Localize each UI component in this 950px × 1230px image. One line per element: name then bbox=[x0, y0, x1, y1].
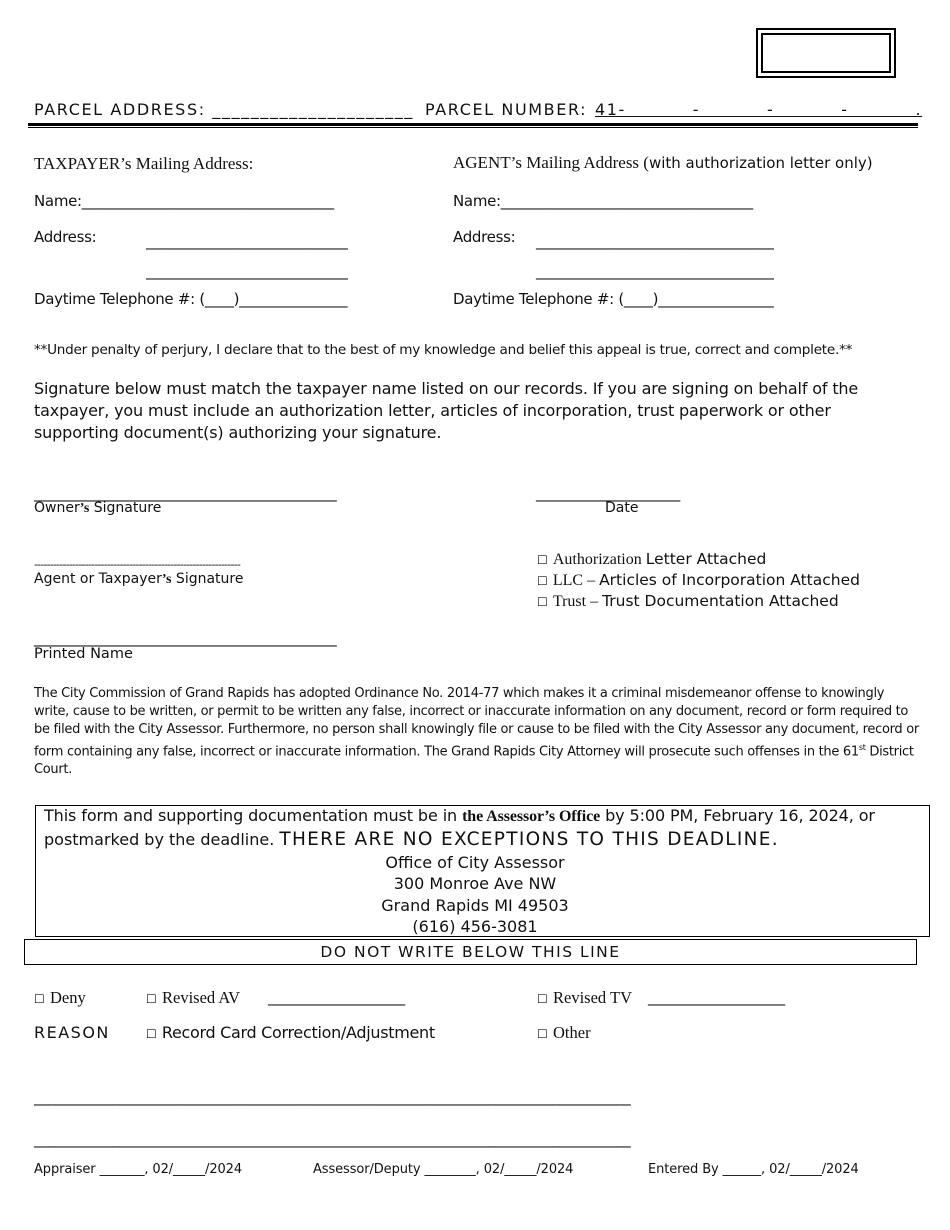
revised-av-checkbox-row[interactable] bbox=[146, 988, 240, 1008]
taxpayer-address-line-1[interactable]: ____________________________ bbox=[146, 232, 348, 250]
entered-by-field[interactable]: Entered By ______, 02/_____/2024 bbox=[648, 1162, 859, 1177]
llc-articles-checkbox-row[interactable] bbox=[537, 570, 860, 590]
agent-address-line-1[interactable]: _________________________________ bbox=[536, 232, 774, 250]
authorization-letter-checkbox-row[interactable] bbox=[537, 549, 766, 569]
parcel-number-field[interactable]: 41- - - - . bbox=[595, 100, 923, 119]
office-name: Office of City Assessor bbox=[385, 853, 565, 872]
ordinance-notice bbox=[34, 685, 919, 779]
other-checkbox-row[interactable] bbox=[537, 1023, 591, 1043]
do-not-write-label: DO NOT WRITE BELOW THIS LINE bbox=[320, 943, 621, 961]
trust-documentation-checkbox-row[interactable] bbox=[537, 591, 839, 611]
agent-address-line-2[interactable]: _________________________________ bbox=[536, 262, 774, 280]
trust-label-serif: Trust – bbox=[552, 593, 603, 610]
printed-name-line[interactable]: __________________________________________ bbox=[34, 629, 337, 647]
date-line[interactable]: ____________________ bbox=[536, 484, 681, 502]
owner-signature-label bbox=[34, 500, 161, 517]
checkbox-icon[interactable]: ☐ bbox=[537, 574, 548, 588]
record-card-checkbox-row[interactable] bbox=[146, 1023, 435, 1042]
ordinance-text: The City Commission of Grand Rapids has adopted Ordinance No. 2014-77 which makes it a criminal misdemeanor offense to knowingly write, cause to be written, or permit to be written any false, incorrect or inaccurate information on any document, record or form required to be filed with the City Assessor. Furthermore, no person shall knowingly file or cause to be filed with the City Assessor any document, record or form containing any false, incorrect or inaccurate information. The Grand Rapids City Attorney will prosecute such offenses in the 61 bbox=[34, 686, 919, 760]
owner-label-signature: Signature bbox=[89, 500, 162, 516]
office-city: Grand Rapids MI 49503 bbox=[381, 896, 569, 915]
perjury-statement: **Under penalty of perjury, I declare that to the best of my knowledge and belief this appeal is true, correct and complete.** bbox=[34, 342, 853, 358]
header-divider-thick bbox=[28, 123, 918, 126]
ordinance-superscript: st bbox=[858, 743, 866, 752]
agent-address-label: Address: bbox=[453, 228, 516, 246]
signature-notice: Signature below must match the taxpayer name listed on our records. If you are signing on behalf of the taxpayer, you must include an authorization letter, articles of incorporation, trust paperwork or other supporting document(s) authorizing your signature. bbox=[34, 379, 859, 442]
office-stamp-box bbox=[761, 33, 891, 73]
taxpayer-address-label: Address: bbox=[34, 228, 97, 246]
assessors-office-emphasis: the Assessor’s Office bbox=[462, 808, 601, 825]
taxpayer-phone-field[interactable]: Daytime Telephone #: (____)_______________ bbox=[34, 290, 348, 308]
date-label: Date bbox=[605, 500, 639, 516]
other-label: Other bbox=[553, 1023, 591, 1042]
llc-label-rest: Articles of Incorporation Attached bbox=[599, 571, 860, 589]
deadline-text-a: This form and supporting documentation must be in bbox=[44, 806, 463, 825]
record-card-label: Record Card Correction/Adjustment bbox=[161, 1023, 435, 1042]
reason-label: REASON bbox=[34, 1023, 110, 1042]
authorization-label-rest: Letter Attached bbox=[645, 550, 767, 568]
revised-av-field[interactable]: ___________________ bbox=[268, 988, 405, 1006]
deny-checkbox-row[interactable] bbox=[34, 988, 86, 1008]
revised-tv-checkbox-row[interactable] bbox=[537, 988, 632, 1008]
header-divider-thin bbox=[28, 127, 918, 128]
deadline-text-c: by 5:00 PM, February 16, 2024, or bbox=[600, 806, 875, 825]
agent-phone-field[interactable]: Daytime Telephone #: (____)________________ bbox=[453, 290, 774, 308]
checkbox-icon[interactable]: ☐ bbox=[537, 1027, 548, 1041]
taxpayer-heading: TAXPAYER’s Mailing Address: bbox=[34, 154, 254, 173]
revised-tv-field[interactable]: ___________________ bbox=[648, 988, 785, 1006]
assessor-deputy-field[interactable]: Assessor/Deputy ________, 02/_____/2024 bbox=[313, 1162, 574, 1177]
deny-label: Deny bbox=[50, 988, 86, 1007]
taxpayer-address-line-2[interactable]: ____________________________ bbox=[146, 262, 348, 280]
agent-heading bbox=[453, 153, 873, 173]
ordinance-text-end: District Court. bbox=[34, 744, 914, 778]
agent-heading-serif: AGENT’s Mailing Address ( bbox=[453, 153, 649, 172]
trust-label-rest: Trust Documentation Attached bbox=[602, 592, 839, 610]
agent-label-text: Agent or Taxpayer bbox=[34, 571, 162, 587]
agent-signature-line[interactable]: ----------------------------------------------------------------- bbox=[34, 558, 241, 571]
parcel-number-label: PARCEL NUMBER: bbox=[425, 100, 588, 119]
printed-name-label: Printed Name bbox=[34, 646, 133, 662]
agent-label-signature: Signature bbox=[171, 571, 244, 587]
deadline-line-2 bbox=[44, 829, 779, 850]
office-phone: (616) 456-3081 bbox=[412, 917, 538, 936]
checkbox-icon[interactable]: ☐ bbox=[537, 992, 548, 1006]
checkbox-icon[interactable]: ☐ bbox=[146, 1027, 157, 1041]
parcel-address-field[interactable]: PARCEL ADDRESS: _____________________ bbox=[34, 100, 414, 119]
agent-name-field[interactable]: Name:___________________________________ bbox=[453, 192, 753, 210]
deadline-line-1 bbox=[44, 806, 875, 826]
agent-signature-label bbox=[34, 571, 243, 588]
checkbox-icon[interactable]: ☐ bbox=[146, 992, 157, 1006]
deadline-text-d: postmarked by the deadline. bbox=[44, 830, 280, 849]
revised-tv-label: Revised TV bbox=[553, 988, 632, 1007]
appraiser-field[interactable]: Appraiser _______, 02/_____/2024 bbox=[34, 1162, 243, 1177]
agent-label-possessive: ’s bbox=[161, 572, 172, 587]
authorization-label-serif: Authorization bbox=[552, 551, 646, 568]
reason-line-2[interactable]: ____________________________________________________________________________________ bbox=[34, 1130, 631, 1148]
office-street: 300 Monroe Ave NW bbox=[393, 874, 557, 893]
owner-label-possessive: ’s bbox=[79, 501, 90, 516]
owner-label-text: Owner bbox=[34, 500, 80, 516]
agent-heading-note: with authorization letter only) bbox=[648, 154, 873, 172]
llc-label-serif: LLC – bbox=[552, 572, 600, 589]
checkbox-icon[interactable]: ☐ bbox=[537, 553, 548, 567]
revised-av-label: Revised AV bbox=[162, 988, 241, 1007]
taxpayer-name-field[interactable]: Name:___________________________________ bbox=[34, 192, 334, 210]
checkbox-icon[interactable]: ☐ bbox=[34, 992, 45, 1006]
reason-line-1[interactable]: ____________________________________________________________________________________ bbox=[34, 1088, 631, 1106]
owner-signature-line[interactable]: __________________________________________ bbox=[34, 484, 337, 502]
no-exceptions-notice: THERE ARE NO EXCEPTIONS TO THIS DEADLINE. bbox=[279, 829, 779, 850]
checkbox-icon[interactable]: ☐ bbox=[537, 595, 548, 609]
do-not-write-bar bbox=[24, 939, 917, 965]
